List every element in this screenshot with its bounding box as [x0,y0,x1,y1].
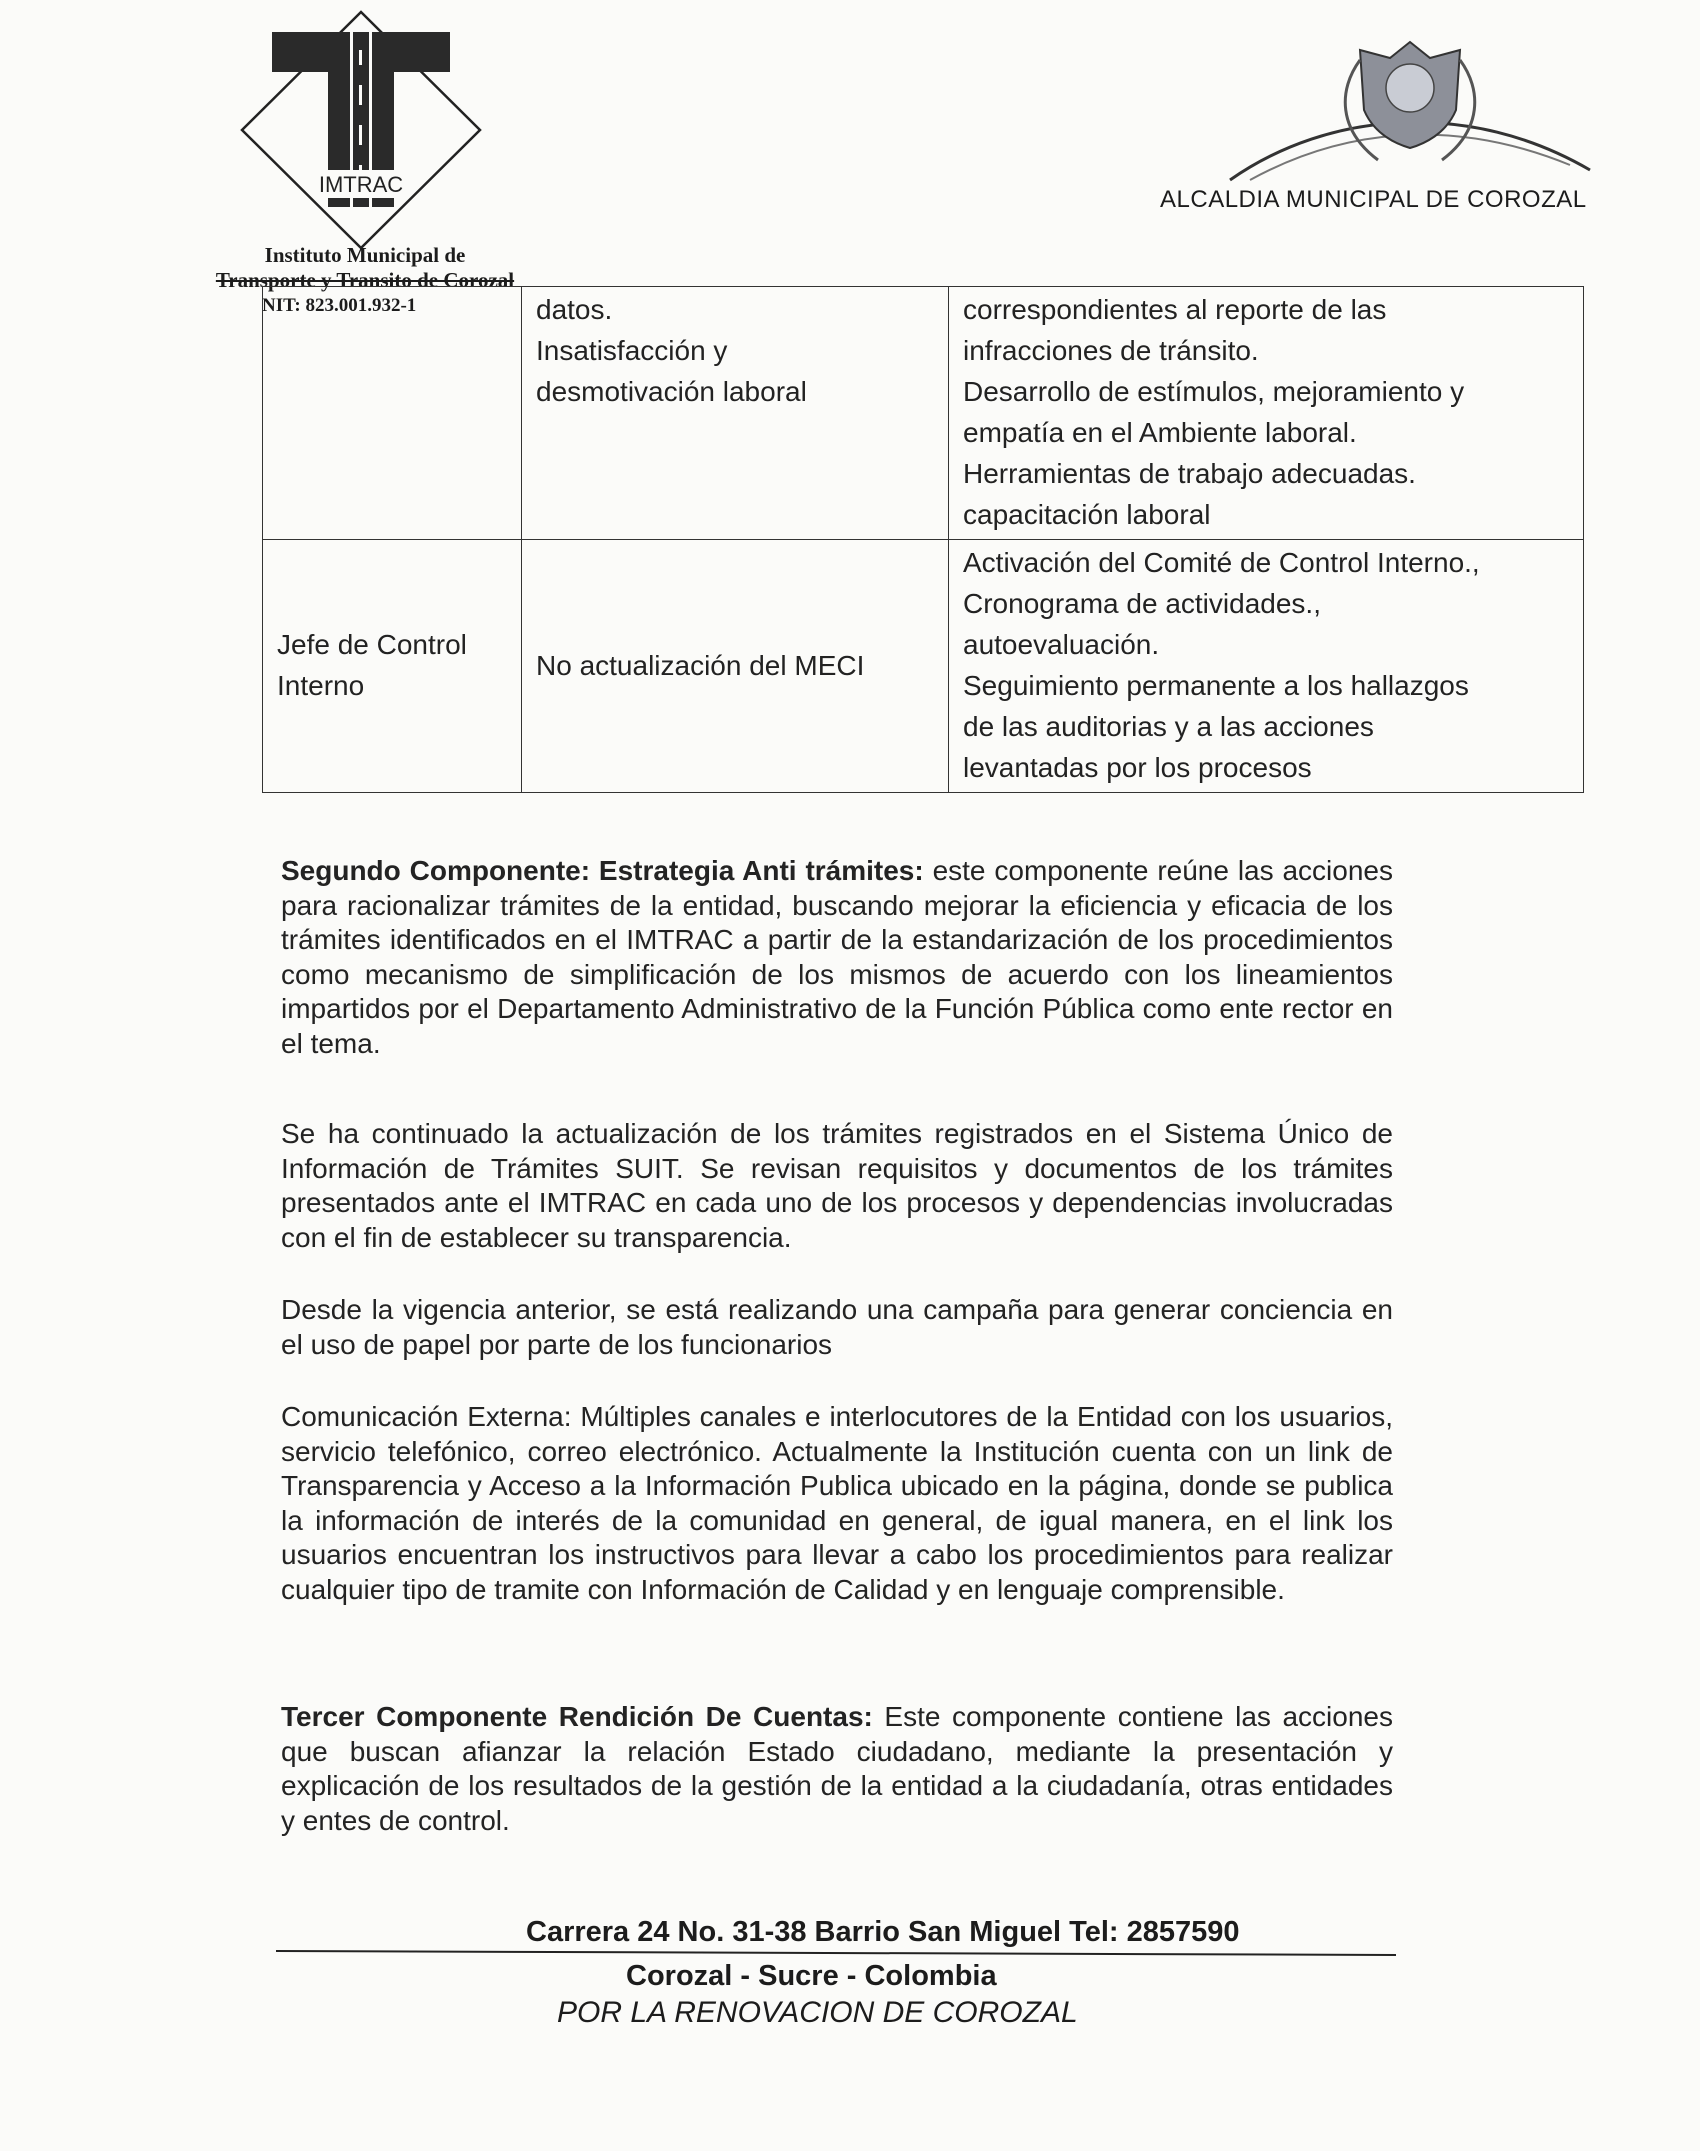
cell-line: empatía en el Ambiente laboral. [963,417,1357,448]
table-row [263,287,1584,540]
paragraph-suit: Se ha continuado la actualización de los trámites registrados en el Sistema Único de Información de Trámites SUIT. Se revisan requisitos y documentos de los trámites presentados ante el IMTRAC en cada uno de los procesos y dependencias involucradas con el fin de establecer su transparencia. [281,1118,1393,1253]
table-cell [949,287,1584,540]
cell-line: Herramientas de trabajo adecuadas. [963,458,1416,489]
footer-divider [276,1950,1396,1956]
footer-city: Corozal - Sucre - Colombia [626,1960,997,1992]
cell-line: autoevaluación. [963,629,1160,660]
footer-address: Carrera 24 No. 31-38 Barrio San Miguel Tel: 2857590 [526,1916,1240,1948]
footer-slogan: POR LA RENOVACION DE COROZAL [557,1996,1078,2029]
imtrac-logo-text: IMTRAC [318,172,404,197]
cell-line: Cronograma de actividades., [963,588,1321,619]
cell-line: correspondientes al reporte de las [963,294,1387,325]
cell-line: de las auditorias y a las acciones [963,711,1374,742]
cell-line: No actualización del MECI [536,649,865,681]
cell-line: Jefe de Control [277,629,467,660]
cell-line: capacitación laboral [963,499,1211,530]
table-row [263,540,1584,793]
cell-line: Interno [277,670,365,701]
paragraph-anti-tramites [281,854,1393,1061]
table-cell [522,287,949,540]
table-cell [263,540,522,793]
plan-table [262,286,1584,793]
cell-line: Activación del Comité de Control Interno., [963,547,1480,578]
cell-line: Desarrollo de estímulos, mejoramiento y [963,376,1465,407]
paragraph-comunicacion-externa: Comunicación Externa: Múltiples canales e interlocutores de la Entidad con los usuarios, servicio telefónico, correo electrónico. Actualmente la Institución cuenta con un link de Transparencia y Acceso a la Información Publica ubicado en la página, donde se publica la información de interés de la comunidad en general, de igual manera, en el link los usuarios encuentran los instructivos para llevar a cabo los procedimientos para realizar cualquier tipo de tramite con Información de Calidad y en lenguaje comprensible. [281,1401,1393,1605]
cell-line: Insatisfacción y [536,335,728,366]
imtrac-logo [236,10,486,250]
alcaldia-seal-icon [1210,30,1610,200]
table-cell [522,540,949,793]
paragraph-heading: Segundo Componente: Estrategia Anti trámites: [281,855,924,886]
table-cell [263,287,522,540]
table-cell [949,540,1584,793]
cell-line: levantadas por los procesos [963,752,1312,783]
alcaldia-name: ALCALDIA MUNICIPAL DE COROZAL [1160,186,1587,213]
paragraph-campaign: Desde la vigencia anterior, se está realizando una campaña para generar conciencia en el uso de papel por parte de los funcionarios [281,1294,1393,1360]
institution-nit: NIT: 823.001.932-1 [262,295,417,316]
institution-name-line2: Transporte y Transito de Corozal [215,268,515,292]
paragraph-heading: Tercer Componente Rendición De Cuentas: [281,1701,873,1732]
paragraph-text: Este componente contiene las acciones que buscan afianzar la relación Estado ciudadano, mediante la presentación y explicación de los resultados de la gestión de la entidad a la ciudadanía, otras entidades y entes de control. [281,1701,1393,1836]
paragraph-rendicion-cuentas [281,1700,1393,1838]
institution-name-line1: Instituto Municipal de [264,243,466,267]
cell-line: datos. [536,294,613,325]
cell-line: desmotivación laboral [536,376,807,407]
paragraph-text: este componente reúne las acciones para racionalizar trámites de la entidad, buscando mejorar la eficiencia y eficacia de los trámites identificados en el IMTRAC a partir de la estandarización de los procedimientos como mecanismo de simplificación de los mismos de acuerdo con los lineamientos impartidos por el Departamento Administrativo de la Función Pública como ente rector en el tema. [281,855,1393,1059]
cell-line: infracciones de tránsito. [963,335,1259,366]
cell-line: Seguimiento permanente a los hallazgos [963,670,1469,701]
